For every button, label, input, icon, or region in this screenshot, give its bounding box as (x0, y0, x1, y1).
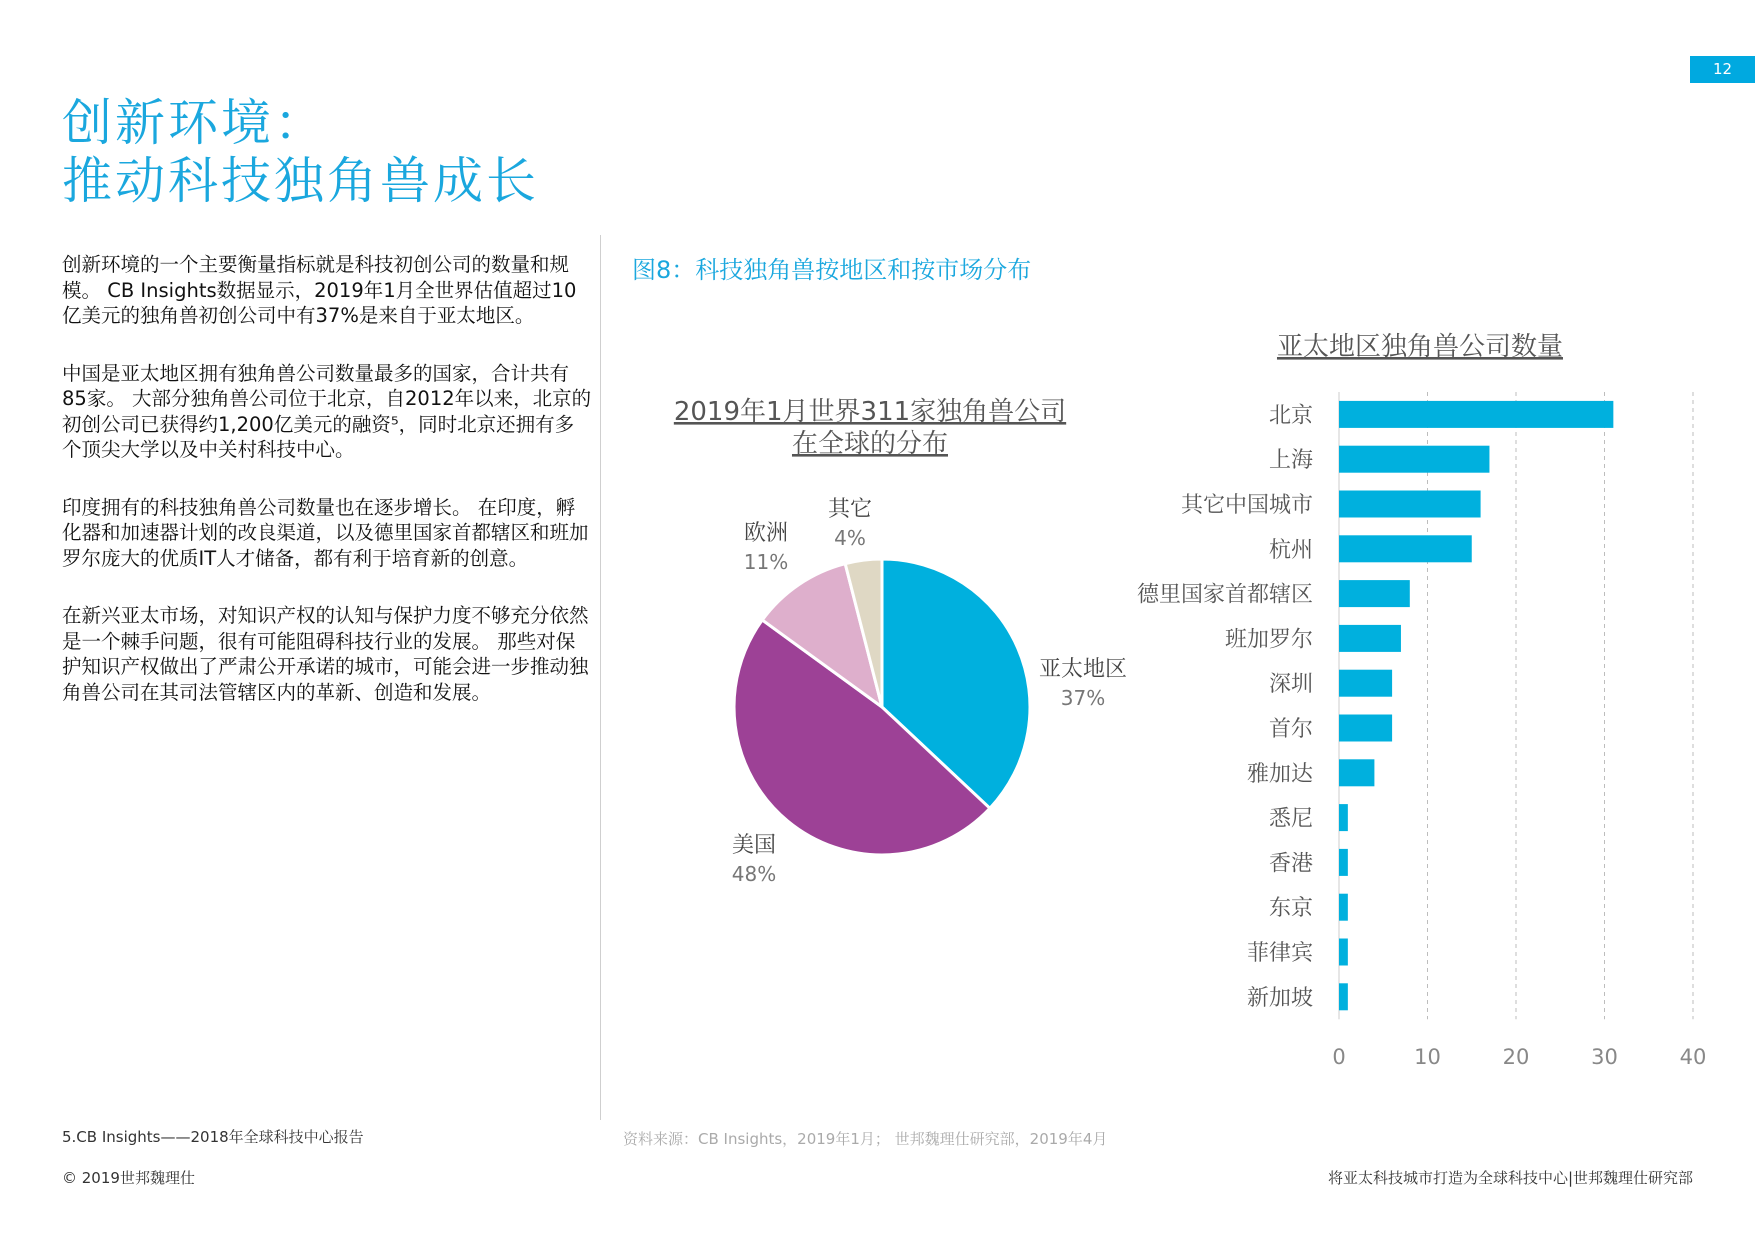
bar (1339, 804, 1348, 831)
pie-chart (732, 497, 1127, 886)
body-paragraph: 中国是亚太地区拥有独角兽公司数量最多的国家，合计共有85家。 大部分独角兽公司位于北京，自2012年以来，北京的初创公司已获得约1,200亿美元的融资⁵，同时北京还拥有多个顶尖大学以及中关村科技中心。 (62, 361, 592, 461)
bar (1339, 491, 1481, 518)
bar (1339, 759, 1374, 786)
page-title-line1: 创新环境： (62, 94, 327, 152)
pie-slice-label: 其它 (827, 497, 873, 522)
y-category-label: 北京 (1268, 403, 1313, 429)
x-tick-label: 40 (1679, 1045, 1707, 1070)
bar (1339, 894, 1348, 921)
x-tick-label: 10 (1414, 1045, 1441, 1070)
bar (1339, 446, 1489, 473)
page-number: 12 (1690, 56, 1755, 83)
bar (1339, 939, 1348, 966)
copyright: © 2019世邦魏理仕 (62, 1169, 195, 1187)
y-category-label: 悉尼 (1268, 806, 1313, 832)
y-category-label: 杭州 (1268, 537, 1313, 563)
pie-slice-value: 4% (834, 526, 866, 550)
body-paragraph: 在新兴亚太市场，对知识产权的认知与保护力度不够充分依然是一个棘手问题，很有可能阻碍科技行业的发展。 那些对保护知识产权做出了严肃公开承诺的城市，可能会进一步推动独角兽公司在其司法管辖区内的革新、创造和发展。 (62, 604, 589, 704)
pie-chart-title: 2019年1月世界311家独角兽公司 (673, 397, 1067, 427)
pie-slice-label: 美国 (731, 833, 777, 858)
source-note: 资料来源：CB Insights，2019年1月； 世邦魏理仕研究部，2019年4月 (623, 1130, 1108, 1148)
bar (1339, 535, 1472, 562)
y-category-label: 菲律宾 (1246, 941, 1313, 966)
pie-slice-label: 欧洲 (743, 521, 789, 546)
bar (1339, 580, 1410, 607)
pie-slice-label: 亚太地区 (1038, 657, 1128, 682)
y-category-label: 香港 (1268, 851, 1313, 877)
body-paragraph: 创新环境的一个主要衡量指标就是科技初创公司的数量和规模。 CB Insights数据显示，2019年1月全世界估值超过10亿美元的独角兽初创公司中有37%是来自于亚太地区。 (62, 253, 577, 327)
footnote: 5.CB Insights——2018年全球科技中心报告 (62, 1128, 364, 1146)
bar (1339, 849, 1348, 876)
y-category-label: 深圳 (1268, 672, 1313, 698)
y-category-label: 其它中国城市 (1180, 493, 1313, 518)
y-category-label: 德里国家首都辖区 (1136, 582, 1313, 608)
pie-chart-subtitle: 在全球的分布 (791, 429, 949, 459)
bar (1339, 401, 1613, 428)
body-paragraph: 印度拥有的科技独角兽公司数量也在逐步增长。 在印度，孵化器和加速器计划的改良渠道，以及德里国家首都辖区和班加罗尔庞大的优质IT人才储备，都有利于培育新的创意。 (62, 495, 589, 570)
bar (1339, 983, 1348, 1010)
bar-chart-title: 亚太地区独角兽公司数量 (1276, 332, 1564, 362)
x-tick-label: 0 (1332, 1045, 1346, 1070)
pie-slice-value: 11% (743, 550, 789, 574)
page-title-line2: 推动科技独角兽成长 (62, 152, 539, 210)
bar-chart (1137, 392, 1706, 1069)
y-category-label: 东京 (1268, 896, 1313, 922)
bar (1339, 715, 1392, 742)
y-category-label: 上海 (1268, 448, 1313, 474)
footer-report-title: 将亚太科技城市打造为全球科技中心|世邦魏理仕研究部 (1327, 1169, 1693, 1187)
pie-slice-value: 48% (731, 862, 777, 886)
pie-slice-value: 37% (1060, 686, 1106, 710)
y-category-label: 首尔 (1268, 717, 1313, 742)
y-category-label: 班加罗尔 (1224, 627, 1313, 653)
x-tick-label: 30 (1591, 1045, 1618, 1070)
bar (1339, 625, 1401, 652)
x-tick-label: 20 (1502, 1045, 1530, 1070)
figure-caption: 图8：科技独角兽按地区和按市场分布 (632, 256, 1032, 284)
bar (1339, 670, 1392, 697)
y-category-label: 雅加达 (1246, 761, 1313, 787)
y-category-label: 新加坡 (1246, 985, 1313, 1011)
